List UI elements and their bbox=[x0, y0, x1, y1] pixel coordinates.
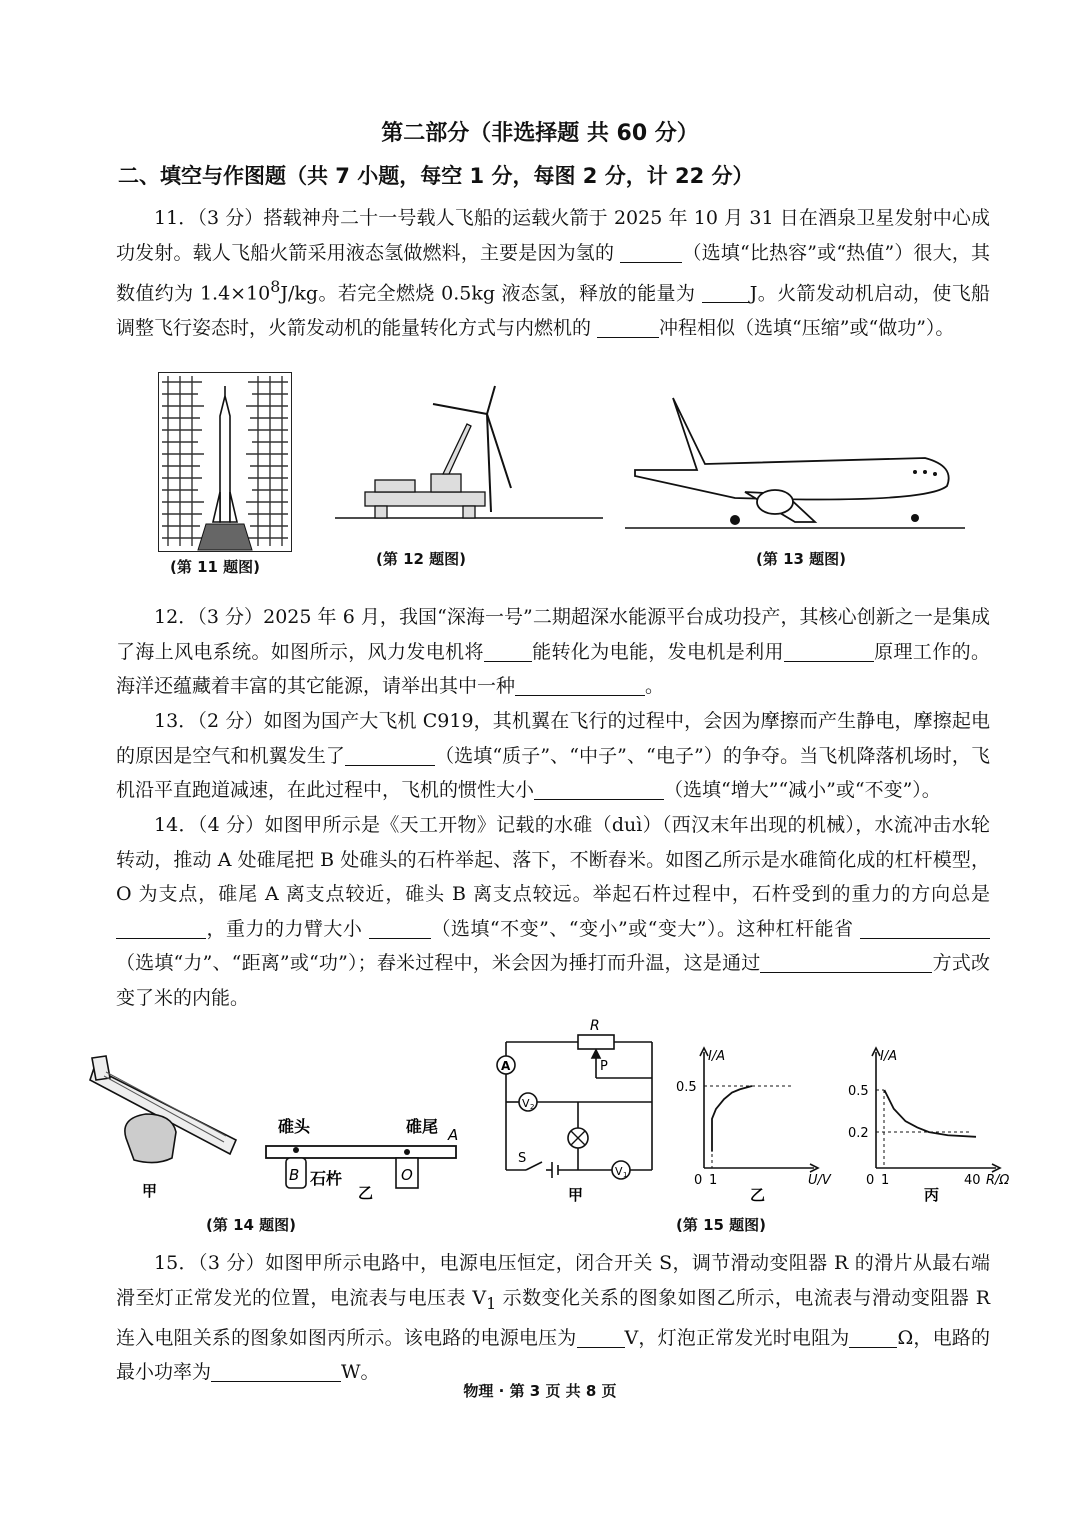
q15-blank-1[interactable] bbox=[577, 1327, 625, 1348]
figure-13-caption: (第 13 题图) bbox=[756, 550, 847, 568]
ir-graph-figure bbox=[846, 1044, 1022, 1204]
lever-point-b-label: B bbox=[289, 1166, 300, 1184]
page-footer: 物理 · 第 3 页 共 8 页 bbox=[463, 1382, 617, 1400]
lever-tail-label: 碓尾 bbox=[406, 1117, 439, 1136]
iu-graph-ylabel: I/A bbox=[708, 1049, 726, 1064]
figure-14-caption: (第 14 题图) bbox=[206, 1216, 297, 1234]
q11-blank-3[interactable] bbox=[597, 317, 659, 338]
q15-text-4: Ω，电路的最小功率为 bbox=[116, 1326, 990, 1384]
q11-text-1: 11．（3 分）搭载神舟二十一号载人飞船的运载火箭于 2025 年 10 月 31 日在酒泉卫星发射中心成功发射。载人飞船火箭采用液态氢做燃料，主要是因为氢的 bbox=[116, 207, 990, 264]
ir-graph-xtick-40: 40 bbox=[964, 1173, 981, 1188]
q11-blank-2[interactable] bbox=[702, 282, 750, 303]
airplane-icon bbox=[635, 398, 949, 522]
q12-text-3: 原理工作的。海洋还蕴藏着丰富的其它能源，请举出其中一种 bbox=[116, 640, 990, 697]
offshore-wind-turbine-figure bbox=[335, 384, 603, 522]
ir-graph-ylabel: I/A bbox=[880, 1049, 898, 1064]
ir-graph-xtick-1: 1 bbox=[881, 1173, 890, 1188]
q13-blank-2[interactable] bbox=[534, 779, 664, 800]
rheostat-r-label: R bbox=[590, 1018, 600, 1034]
circuit-diagram-figure bbox=[490, 1014, 662, 1210]
q13-text-1: 13．（2 分）如图为国产大飞机 C919，其机翼在飞行的过程中，会因为摩擦而产生静电，摩擦起电的原因是空气和机翼发生了 bbox=[116, 710, 990, 767]
iu-graph-xlabel: U/V bbox=[808, 1173, 831, 1188]
q14-text-4: （选填“力”、“距离”或“功”）；舂米过程中，米会因为捶打而升温，这是通过 bbox=[116, 952, 761, 974]
q14-blank-3[interactable] bbox=[860, 918, 990, 939]
q13-text-2: （选填“质子”、“中子”、“电子”）的争夺。当飞机降落机场时，飞机沿平直跑道减速，在此过程中，飞机的惯性大小 bbox=[116, 744, 990, 801]
iu-graph-ytick-05: 0.5 bbox=[676, 1080, 697, 1095]
slider-p-label: P bbox=[600, 1059, 608, 1074]
question-12 bbox=[116, 600, 990, 704]
ir-graph-ytick-05: 0.5 bbox=[848, 1084, 869, 1099]
fulcrum-o-label: O bbox=[401, 1166, 413, 1184]
question-15 bbox=[116, 1246, 990, 1390]
voltmeter-v2-subscript: 2 bbox=[530, 1103, 535, 1111]
q15-text-1: 15．（3 分）如图甲所示电路中，电源电压恒定，闭合开关 S，调节滑动变阻器 R 的滑片从最右端滑至灯正常发光的位置，电流表与电压表 V bbox=[116, 1252, 990, 1309]
water-hammer-figure bbox=[86, 1048, 246, 1206]
figure-15-caption: (第 15 题图) bbox=[676, 1216, 767, 1234]
question-11 bbox=[116, 201, 990, 345]
q14-text-3: （选填“不变”、“变小”或“变大”）。这种杠杆能省 bbox=[430, 917, 861, 940]
figure-15-bing-label: 丙 bbox=[924, 1186, 940, 1204]
q14-text-5: 方式改变了米的内能。 bbox=[116, 952, 990, 1009]
q12-blank-2[interactable] bbox=[784, 641, 874, 662]
ir-graph-xtick-0: 0 bbox=[866, 1173, 875, 1188]
rheostat-r bbox=[578, 1035, 614, 1049]
q14-text-2: ，重力的力臂大小 bbox=[206, 917, 369, 940]
q12-blank-3[interactable] bbox=[515, 675, 645, 696]
ir-graph-ytick-02: 0.2 bbox=[848, 1126, 869, 1141]
figure-12-caption: (第 12 题图) bbox=[376, 550, 467, 568]
voltmeter-v1-subscript: 1 bbox=[623, 1171, 628, 1179]
figure-11-caption: (第 11 题图) bbox=[170, 558, 261, 576]
part-title: 第二部分（非选择题 共 60 分） bbox=[381, 121, 699, 146]
q14-blank-2[interactable] bbox=[369, 918, 431, 939]
question-14 bbox=[116, 808, 990, 1015]
voltmeter-v2-label: V bbox=[522, 1097, 530, 1110]
figure-15-yi-label: 乙 bbox=[750, 1186, 766, 1204]
q15-blank-2[interactable] bbox=[849, 1327, 897, 1348]
q11-text-3: J/kg。若完全燃烧 0.5kg 液态氢，释放的能量为 bbox=[280, 282, 702, 305]
q15-text-2: 示数变化关系的图象如图乙所示，电流表与滑动变阻器 R 连入电阻关系的图象如图丙所示。该电路的电源电压为 bbox=[116, 1286, 990, 1349]
rocket-launch-figure bbox=[158, 372, 292, 552]
q14-text-1: 14．（4 分）如图甲所示是《天工开物》记载的水碓（duì）（西汉末年出现的机械），水流冲击水轮转动，推动 A 处碓尾把 B 处碓头的石杵举起、落下，不断舂米。如图乙所示是水碓简化成的杠杆模型，O 为支点，碓尾 A 离支点较近，碓头 B 离支点较远。举起石杵过程中，石杵受到的重力的方向总是 bbox=[116, 814, 990, 905]
lever-pestle-label: 石杵 bbox=[310, 1169, 343, 1188]
lever-head-label: 碓头 bbox=[278, 1117, 311, 1136]
ir-graph-xlabel: R/Ω bbox=[986, 1173, 1010, 1188]
q12-blank-1[interactable] bbox=[484, 641, 532, 662]
iu-curve bbox=[712, 1086, 752, 1152]
section-title: 二、填空与作图题（共 7 小题，每空 1 分，每图 2 分，计 22 分） bbox=[118, 164, 754, 188]
q12-text-2: 能转化为电能，发电机是利用 bbox=[531, 640, 784, 663]
q11-exponent: 8 bbox=[270, 277, 281, 296]
lever-model-figure bbox=[262, 1110, 462, 1200]
figure-14-jia-label: 甲 bbox=[142, 1182, 158, 1200]
airplane-c919-figure bbox=[625, 394, 965, 534]
question-13 bbox=[116, 704, 990, 808]
q15-subscript: 1 bbox=[486, 1293, 497, 1313]
q14-blank-4[interactable] bbox=[760, 952, 932, 973]
q15-text-5: W。 bbox=[341, 1361, 380, 1384]
ammeter-label: A bbox=[501, 1059, 511, 1073]
q12-text-1: 12．（3 分）2025 年 6 月，我国“深海一号”二期超深水能源平台成功投产，其核心创新之一是集成了海上风电系统。如图所示，风力发电机将 bbox=[116, 606, 990, 663]
figure-15-jia-label: 甲 bbox=[568, 1186, 584, 1204]
q14-blank-1[interactable] bbox=[116, 918, 206, 939]
lever-point-a-label: A bbox=[448, 1126, 459, 1144]
iu-graph-xtick-0: 0 bbox=[694, 1173, 703, 1188]
iu-graph-xtick-1: 1 bbox=[709, 1173, 718, 1188]
q11-text-5: 冲程相似（选填“压缩”或“做功”）。 bbox=[659, 316, 955, 339]
figure-14-yi-label: 乙 bbox=[358, 1184, 374, 1200]
q15-text-3: V，灯泡正常发光时电阻为 bbox=[624, 1326, 850, 1349]
q11-text-2: （选填“比热容”或“热值”）很大，其数值约为 1.4×10 bbox=[116, 241, 991, 305]
switch-s-label: S bbox=[518, 1151, 527, 1166]
q13-text-3: （选填“增大”“减小”或“不变”）。 bbox=[664, 779, 941, 801]
q11-text-4: J。火箭发动机启动，使飞船调整飞行姿态时，火箭发动机的能量转化方式与内燃机的 bbox=[116, 282, 990, 339]
q12-text-4: 。 bbox=[645, 675, 665, 697]
q13-blank-1[interactable] bbox=[345, 745, 435, 766]
q11-blank-1[interactable] bbox=[620, 242, 682, 263]
ir-curve bbox=[884, 1090, 976, 1137]
voltmeter-v1-label: V bbox=[615, 1165, 623, 1178]
iu-graph-figure bbox=[674, 1044, 834, 1204]
